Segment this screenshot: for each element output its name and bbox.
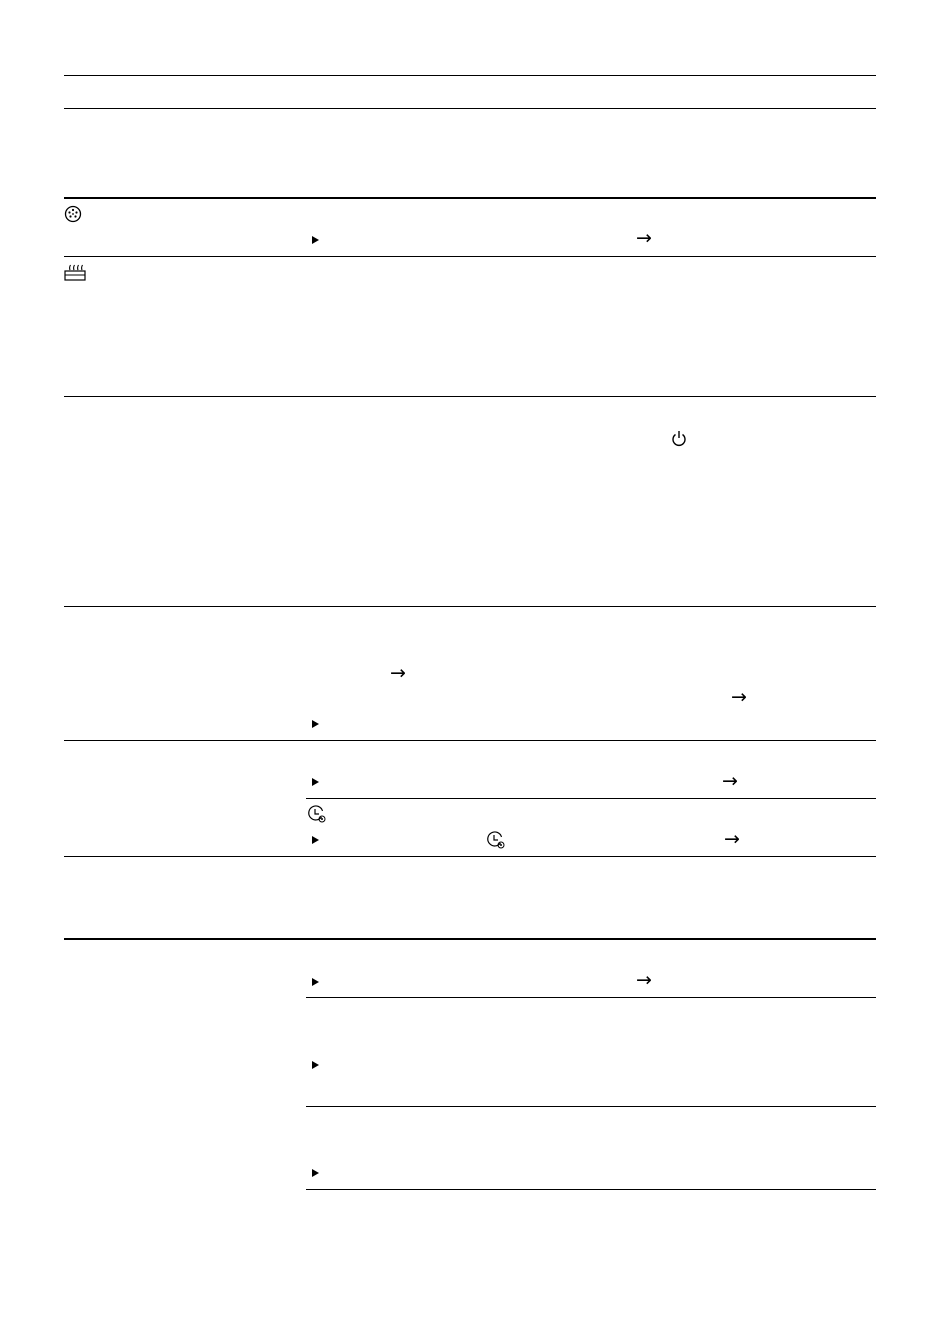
right-arrow-icon: → [722, 770, 738, 792]
power-icon [671, 430, 687, 447]
sub-row-rule [306, 997, 876, 998]
triangle-bullet-icon [312, 236, 319, 244]
triangle-bullet-icon [312, 1169, 319, 1177]
table-top-rule [64, 75, 876, 76]
sub-row-rule [306, 1106, 876, 1107]
header-rule [64, 108, 876, 109]
right-arrow-icon: → [724, 828, 740, 850]
right-arrow-icon: → [731, 686, 747, 708]
heater-icon [64, 263, 86, 281]
triangle-bullet-icon [312, 978, 319, 986]
timer-icon [486, 831, 506, 850]
triangle-bullet-icon [312, 778, 319, 786]
row-rule [64, 740, 876, 741]
section-rule [64, 938, 876, 940]
triangle-bullet-icon [312, 836, 319, 844]
row-rule [64, 606, 876, 607]
right-arrow-icon: → [390, 662, 406, 684]
sub-row-rule [306, 798, 876, 799]
sub-row-rule [306, 1189, 876, 1190]
triangle-bullet-icon [312, 720, 319, 728]
right-arrow-icon: → [636, 969, 652, 991]
row-rule [64, 256, 876, 257]
right-arrow-icon: → [636, 227, 652, 249]
section-rule [64, 197, 876, 199]
timer-icon [307, 805, 327, 824]
row-rule [64, 856, 876, 857]
triangle-bullet-icon [312, 1061, 319, 1069]
drum-icon [64, 205, 82, 223]
row-rule [64, 396, 876, 397]
